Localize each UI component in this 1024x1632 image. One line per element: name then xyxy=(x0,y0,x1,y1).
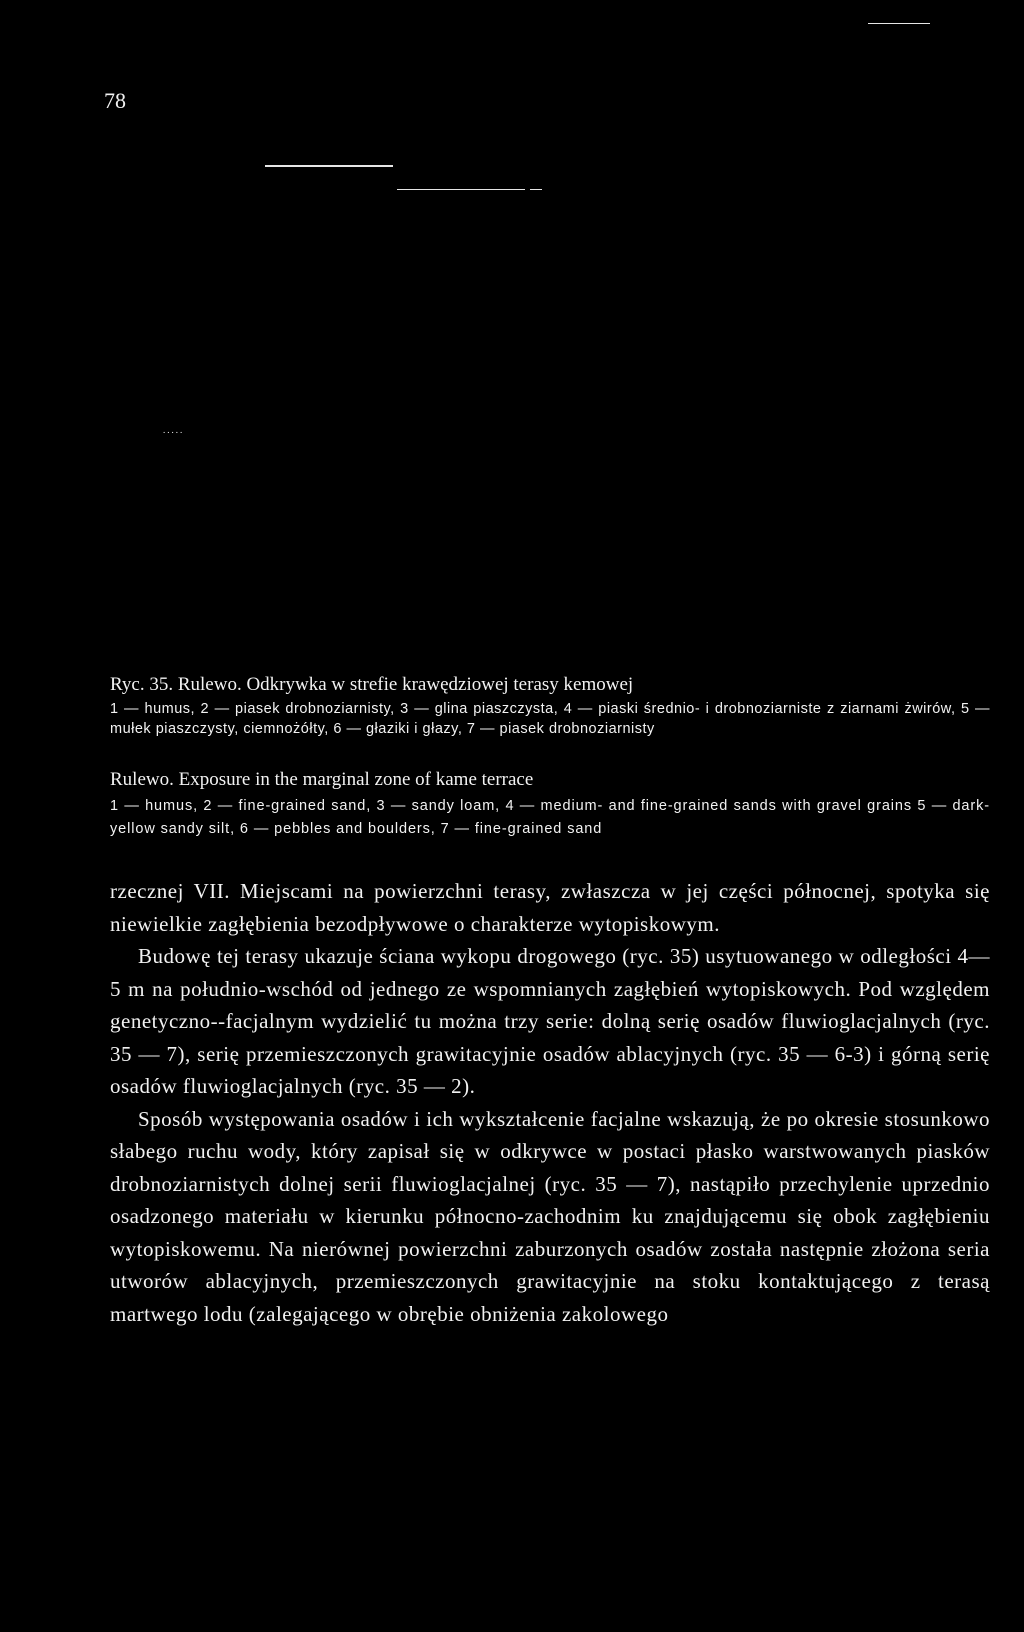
figure-caption-en xyxy=(110,768,990,841)
figure-line xyxy=(868,23,930,24)
figure-dots: ..... xyxy=(163,425,185,435)
paragraph: Budowę tej terasy ukazuje ściana wykopu drogowego (ryc. 35) usytuowanego w odległości 4—5 m na południo-wschód od jednego ze wspomnianych zagłębień wytopiskowych. Pod względem genetyczno--facjalnym wydzielić tu można trzy serie: dolną serię osadów fluwioglacjalnych (ryc. 35 — 7), serię przemieszczonych grawitacyjnie osadów ablacyjnych (ryc. 35 — 6-3) i górną serię osadów fluwioglacjalnych (ryc. 35 — 2). xyxy=(110,944,990,1098)
figure-caption-pl xyxy=(110,673,990,739)
caption-legend-pl: 1 — humus, 2 — piasek drobnoziarnisty, 3 — glina piaszczysta, 4 — piaski średnio- i drobnoziarniste z ziarnami żwirów, 5 — mułek piaszczysty, ciemnożółty, 6 — głaziki i głazy, 7 — piasek drobnoziarnisty xyxy=(110,701,990,737)
paragraph: rzecznej VII. Miejscami na powierzchni terasy, zwłaszcza w jej części północnej, spotyka się niewielkie zagłębienia bezodpływowe o charakterze wytopiskowym. xyxy=(110,879,990,936)
body-text xyxy=(110,875,990,1330)
page-number: 78 xyxy=(104,88,126,113)
figure-line xyxy=(265,165,393,167)
caption-title-pl: Ryc. 35. Rulewo. Odkrywka w strefie krawędziowej terasy kemowej xyxy=(110,674,634,695)
caption-legend-en: 1 — humus, 2 — fine-grained sand, 3 — sandy loam, 4 — medium- and fine-grained sands with gravel grains 5 — dark-yellow sandy silt, 6 — pebbles and boulders, 7 — fine-grained sand xyxy=(110,798,990,837)
figure-line xyxy=(530,189,542,190)
paragraph: Sposób występowania osadów i ich wykształcenie facjalne wskazują, że po okresie stosunkowo słabego ruchu wody, który zapisał się w odkrywce w postaci płasko warstwowanych piasków drobnoziarnistych dolnej serii fluwioglacjalnej (ryc. 35 — 7), nastąpiło przechylenie uprzednio osadzonego materiału w kierunku północno-zachodnim ku znajdującemu się obok zagłębieniu wytopiskowemu. Na nierównej powierzchni zaburzonych osadów została następnie złożona seria utworów ablacyjnych, przemieszczonych grawitacyjnie na stoku kontaktującego z terasą martwego lodu (zalegającego w obrębie obniżenia zakolowego xyxy=(110,1106,990,1326)
figure-line xyxy=(397,189,525,190)
caption-title-en: Rulewo. Exposure in the marginal zone of kame terrace xyxy=(110,769,534,790)
